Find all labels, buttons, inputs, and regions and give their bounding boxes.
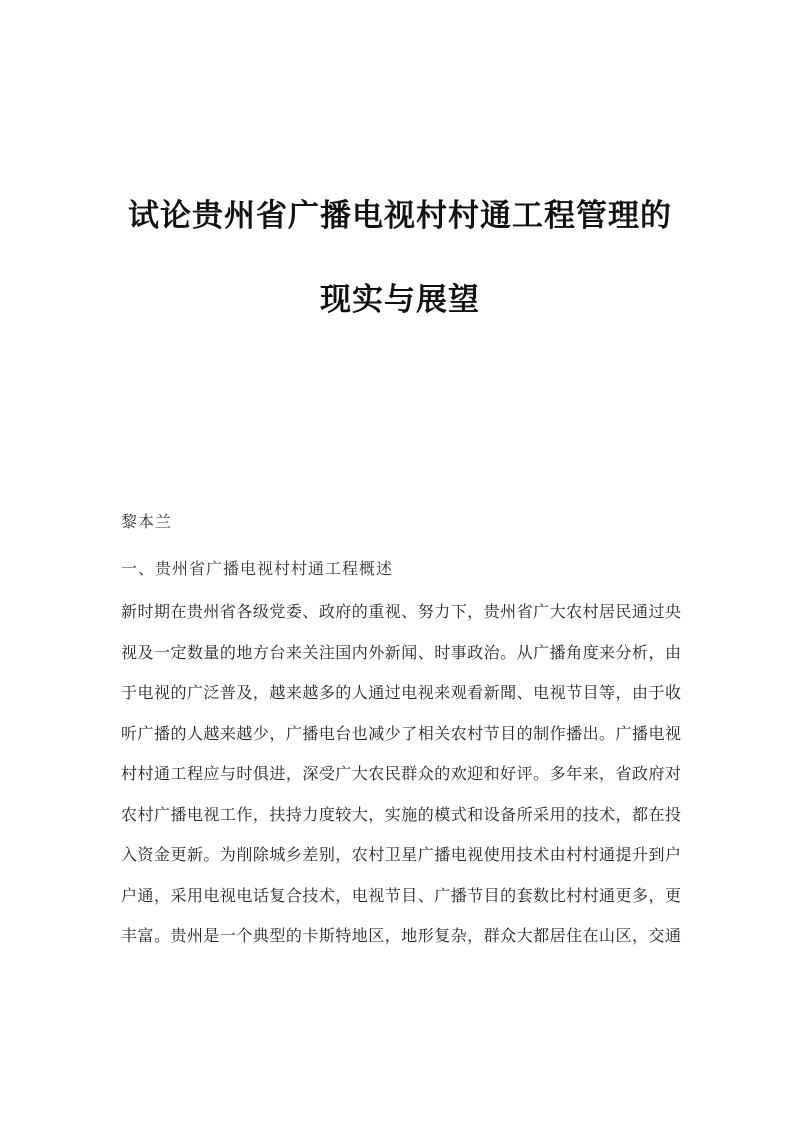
body-line-6: 农村广播电视工作，扶持力度较大，实施的模式和设备所采用的技术，都在投	[121, 804, 681, 824]
document-title-line-2: 现实与展望	[320, 282, 480, 318]
document-title-line-1: 试论贵州省广播电视村村通工程管理的	[128, 198, 672, 234]
body-line-4: 听广播的人越来越少，广播电台也减少了相关农村节目的制作播出。广播电视	[121, 723, 681, 743]
body-line-5: 村村通工程应与时俱进，深受广大农民群众的欢迎和好评。多年来，省政府对	[121, 764, 681, 783]
body-line-8: 户通，采用电视电话复合技术，电视节目、广播节目的套数比村村通更多，更	[121, 885, 681, 905]
author-name: 黎本兰	[121, 512, 173, 531]
section-heading: 一、贵州省广播电视村村通工程概述	[121, 559, 394, 578]
body-line-1: 新时期在贵州省各级党委、政府的重视、努力下，贵州省广大农村居民通过央	[121, 602, 681, 621]
body-line-7: 入资金更新。为削除城乡差别，农村卫星广播电视使用技术由村村通提升到户	[121, 845, 681, 864]
body-paragraph	[121, 592, 681, 957]
body-line-9: 丰富。贵州是一个典型的卡斯特地区，地形复杂，群众大都居住在山区，交通	[121, 926, 681, 945]
body-line-2: 视及一定数量的地方台来关注国内外新闻、时事政治。从广播角度来分析，由	[121, 642, 681, 662]
body-line-3: 于电视的广泛普及，越来越多的人通过电视来观看新聞、电视节目等，由于收	[121, 683, 681, 702]
